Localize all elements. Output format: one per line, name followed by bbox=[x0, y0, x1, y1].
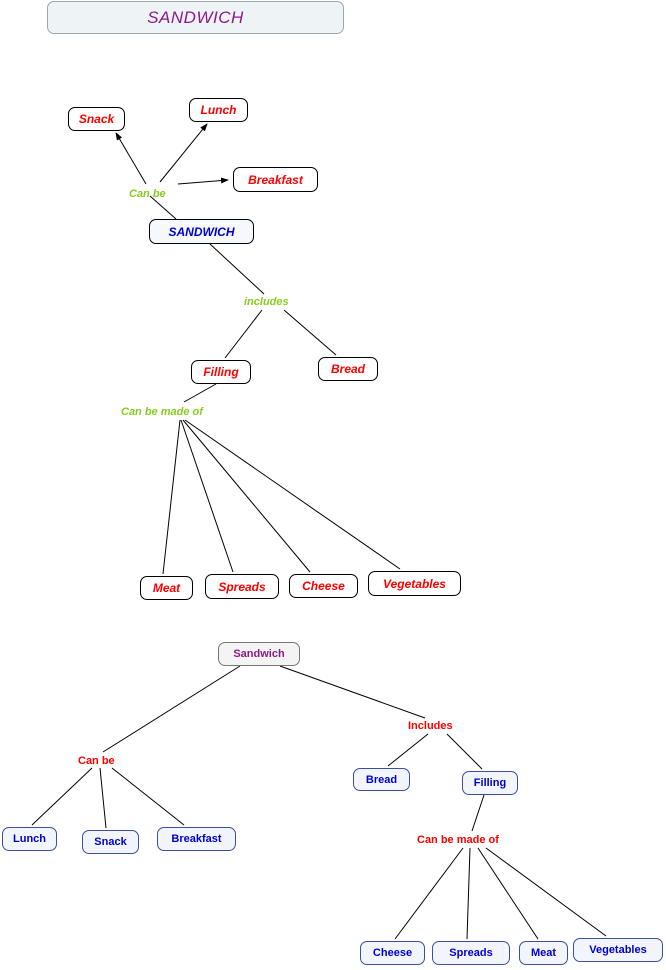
tedge-madeof-meat bbox=[478, 848, 538, 939]
edge-canbe-breakfast bbox=[178, 180, 228, 184]
tree-label-can-be: Can be bbox=[78, 755, 115, 767]
tree-lunch[interactable] bbox=[2, 827, 57, 851]
spreads-label: Spreads bbox=[218, 579, 266, 594]
tedge-madeof-vegetables bbox=[486, 848, 606, 936]
edge-canbe-snack bbox=[116, 133, 146, 184]
tedge-canbe-snack bbox=[100, 768, 106, 828]
tree-meat-label: Meat bbox=[530, 947, 557, 959]
tree-spreads[interactable] bbox=[432, 941, 510, 965]
tree-snack[interactable] bbox=[82, 830, 139, 854]
meat[interactable] bbox=[140, 576, 193, 600]
tree-cheese[interactable] bbox=[360, 941, 425, 965]
bread[interactable] bbox=[318, 357, 378, 381]
edge-madeof-meat bbox=[163, 420, 180, 574]
meat-label: Meat bbox=[152, 581, 181, 595]
spreads[interactable] bbox=[205, 574, 279, 599]
cheese-label: Cheese bbox=[302, 579, 345, 593]
tree-meat[interactable] bbox=[519, 941, 568, 965]
tedge-sandwich-canbe bbox=[103, 666, 240, 752]
tree-lunch-label: Lunch bbox=[13, 833, 46, 845]
tree-label-can-be-made-of: Can be made of bbox=[417, 834, 499, 846]
edge-filling-madeof bbox=[184, 384, 216, 402]
snack[interactable] bbox=[68, 107, 125, 131]
tedge-sandwich-includes bbox=[280, 666, 425, 718]
tree-label-includes: Includes bbox=[408, 720, 453, 732]
page-title-label: SANDWICH bbox=[147, 7, 244, 27]
tedge-madeof-spreads bbox=[467, 848, 470, 939]
lunch-label: Lunch bbox=[200, 103, 237, 117]
tree-filling-label: Filling bbox=[473, 777, 507, 789]
tedge-madeof-cheese bbox=[395, 848, 463, 939]
lunch[interactable] bbox=[189, 98, 248, 122]
undefined-label: SANDWICH bbox=[168, 224, 235, 239]
filling-label: Filling bbox=[203, 365, 239, 379]
tree-breakfast[interactable] bbox=[157, 827, 236, 851]
edge-canbe-lunch bbox=[160, 124, 207, 182]
tree-sandwich[interactable] bbox=[218, 642, 300, 666]
edge-madeof-vegetables bbox=[185, 420, 400, 569]
page-title bbox=[47, 1, 344, 34]
tree-bread[interactable] bbox=[353, 768, 410, 791]
edge-includes-filling bbox=[225, 310, 262, 358]
link-label-can-be: Can be bbox=[129, 188, 166, 200]
tree-cheese-label: Cheese bbox=[372, 947, 413, 959]
tree-vegetables-label: Vegetables bbox=[589, 944, 647, 956]
tree-breakfast-label: Breakfast bbox=[171, 833, 222, 845]
tedge-filling-madeof bbox=[472, 795, 484, 831]
undefined[interactable] bbox=[149, 219, 254, 244]
breakfast[interactable] bbox=[233, 167, 318, 192]
tedge-includes-bread bbox=[388, 734, 428, 766]
tedge-includes-filling bbox=[447, 734, 482, 769]
link-label-includes: includes bbox=[244, 296, 289, 308]
tree-sandwich-label: Sandwich bbox=[233, 648, 285, 660]
tree-filling[interactable] bbox=[462, 771, 518, 795]
tree-bread-label: Bread bbox=[365, 773, 398, 786]
snack-label: Snack bbox=[78, 112, 115, 126]
tedge-canbe-breakfast bbox=[112, 768, 184, 825]
edge-includes-bread bbox=[284, 310, 336, 355]
tree-spreads-label: Spreads bbox=[449, 947, 493, 959]
tedge-canbe-lunch bbox=[32, 768, 92, 825]
breakfast-label: Breakfast bbox=[248, 172, 303, 187]
tree-vegetables[interactable] bbox=[573, 938, 663, 962]
filling[interactable] bbox=[191, 360, 251, 384]
vegetables-label: Vegetables bbox=[383, 576, 446, 591]
edge-sandwich-includes bbox=[210, 244, 264, 294]
bread-label: Bread bbox=[330, 362, 365, 376]
vegetables[interactable] bbox=[368, 571, 461, 596]
tree-snack-label: Snack bbox=[94, 836, 127, 848]
edge-madeof-cheese bbox=[183, 420, 310, 572]
edge-madeof-spreads bbox=[181, 420, 233, 572]
link-label-can-be-made-of: Can be made of bbox=[121, 406, 203, 418]
cheese[interactable] bbox=[289, 574, 358, 598]
